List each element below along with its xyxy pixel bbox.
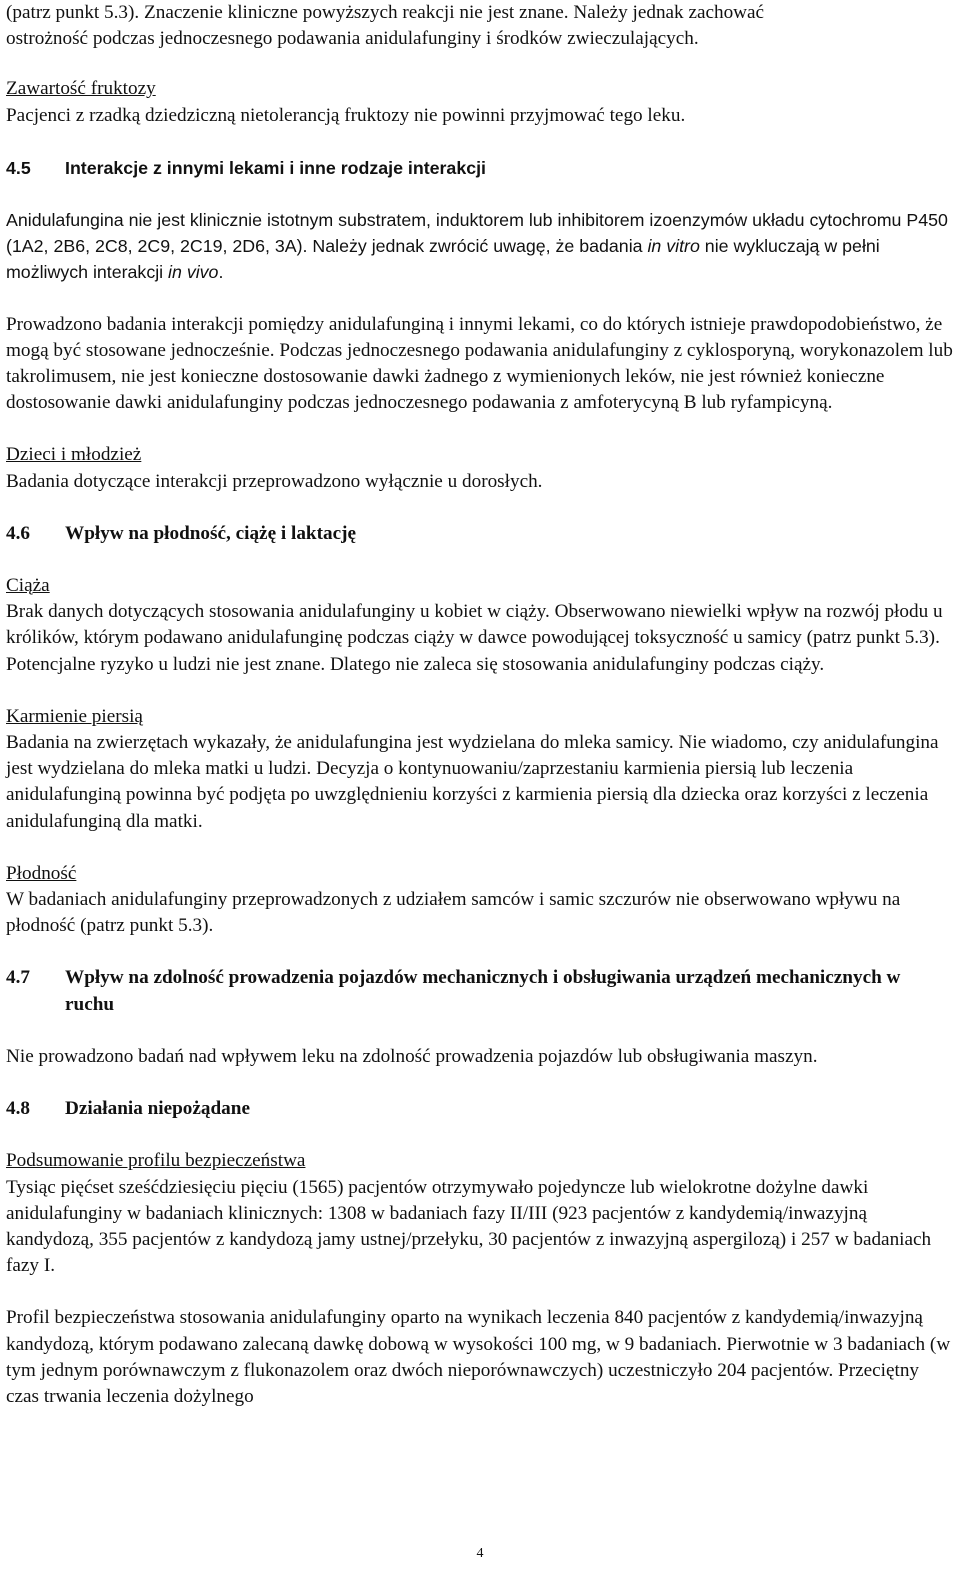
fertility-text: W badaniach anidulafunginy przeprowadzonych z udziałem samców i samic szczurów nie obserwowano wpływu na płodność (patrz punkt 5.3). <box>6 889 901 937</box>
section-4-6-heading <box>6 521 954 547</box>
fructose-paragraph <box>6 76 954 128</box>
breastfeeding-paragraph <box>6 704 954 835</box>
section-4-8-title: Działania niepożądane <box>65 1098 250 1120</box>
pregnancy-text: Brak danych dotyczących stosowania anidulafunginy u kobiet w ciąży. Obserwowano niewielki wpływ na rozwój płodu u królików, którym podawano anidulafunginę podczas ciąży w dawce powodującej toksyczność u samicy (patrz punkt 5.3). Potencjalne ryzyko u ludzi nie jest znane. Dlatego nie zaleca się stosowania anidulafunginy podczas ciąży. <box>6 601 943 675</box>
intro-line-1: (patrz punkt 5.3). Znaczenie kliniczne powyższych reakcji nie jest znane. Należy jednak zachować <box>6 2 765 23</box>
safety-summary-paragraph <box>6 1148 954 1279</box>
document-page <box>6 0 954 1410</box>
fertility-heading: Płodność <box>6 862 77 884</box>
section-4-8-number: 4.8 <box>6 1098 30 1120</box>
section-4-7-number: 4.7 <box>6 967 30 989</box>
children-paragraph <box>6 442 954 494</box>
children-heading: Dzieci i młodzież <box>6 444 142 466</box>
intro-paragraph <box>6 0 954 52</box>
section-4-7-title: Wpływ na zdolność prowadzenia pojazdów mechanicznych i obsługiwania urządzeń mechanicznych w ruchu <box>65 967 901 1015</box>
section-4-5-heading <box>6 155 954 181</box>
safety-summary-heading: Podsumowanie profilu bezpieczeństwa <box>6 1150 306 1172</box>
fructose-text: Pacjenci z rzadką dziedziczną nietolerancją fruktozy nie powinni przyjmować tego leku. <box>6 104 686 126</box>
in-vitro-term: in vitro <box>647 236 700 257</box>
driving-paragraph: Nie prowadzono badań nad wpływem leku na zdolność prowadzenia pojazdów lub obsługiwania maszyn. <box>6 1045 818 1067</box>
section-4-6-number: 4.6 <box>6 522 30 544</box>
in-vivo-term: in vivo <box>168 262 219 283</box>
section-4-6-title: Wpływ na płodność, ciążę i laktację <box>65 522 357 544</box>
fructose-heading: Zawartość fruktozy <box>6 78 156 100</box>
interactions-text-c: nie wykluczają w pełni możliwych interakcji <box>6 236 880 283</box>
section-4-7-heading <box>6 965 954 1017</box>
children-text: Badania dotyczące interakcji przeprowadzono wyłącznie u dorosłych. <box>6 470 543 492</box>
page-number: 4 <box>476 1546 484 1561</box>
breastfeeding-heading: Karmienie piersią <box>6 705 143 727</box>
breastfeeding-text: Badania na zwierzętach wykazały, że anidulafungina jest wydzielana do mleka samicy. Nie wiadomo, czy anidulafungina jest wydzielana do mleka matki u ludzi. Decyzja o kontynuowaniu/zaprzestaniu karmienia piersią lub leczenia anidulafunginą powinna być podjęta po uwzględnieniu korzyści z karmienia piersią dla dziecka oraz korzyści z leczenia anidulafunginą dla matki. <box>6 732 939 832</box>
section-4-5-number: 4.5 <box>6 157 31 178</box>
interactions-text-d: . <box>218 262 224 283</box>
pregnancy-paragraph <box>6 573 954 678</box>
interactions-text-a: Anidulafungina nie jest klinicznie istotnym substratem, induktorem lub inhibitorem izoenzymów układu cytochromu P450 (1A2, 2B6, 2C8, 2C9, 2C19, 2D6, 3A). <box>6 210 948 257</box>
intro-line-2: ostrożność podczas jednoczesnego podawania anidulafunginy i środków zwieczulających. <box>6 28 699 50</box>
interactions-paragraph-1 <box>6 207 954 286</box>
section-4-8-heading <box>6 1096 954 1122</box>
section-4-5-title: Interakcje z innymi lekami i inne rodzaje interakcji <box>65 157 486 178</box>
interactions-paragraph-2: Prowadzono badania interakcji pomiędzy anidulafunginą i innymi lekami, co do których istnieje prawdopodobieństwo, że mogą być stosowane jednocześnie. Podczas jednoczesnego podawania anidulafunginy z cyklosporyną, worykonazolem lub takrolimusem, nie jest konieczne dostosowanie dawki żadnego z wymienionych leków, nie jest również konieczne dostosowanie dawki anidulafunginy podczas jednoczesnego podawania z amfoterycyną B lub ryfampicyną. <box>6 313 953 414</box>
interactions-text-b: Należy jednak zwrócić uwagę, że badania <box>312 236 648 257</box>
safety-summary-text: Tysiąc pięćset sześćdziesięciu pięciu (1565) pacjentów otrzymywało pojedyncze lub wielokrotne dożylne dawki anidulafunginy w badaniach klinicznych: 1308 w badaniach fazy II/III (923 pacjentów z kandydemią/inwazyjną kandydozą, 355 pacjentów z kandydozą jamy ustnej/przełyku, 30 pacjentów z inwazyjną aspergilozą) i 257 w badaniach fazy I. <box>6 1176 932 1277</box>
fertility-paragraph <box>6 861 954 940</box>
safety-profile-paragraph: Profil bezpieczeństwa stosowania anidulafunginy oparto na wynikach leczenia 840 pacjentów z kandydemią/inwazyjną kandydozą, którym podawano zalecaną dawkę dobową w wysokości 100 mg, w 9 badaniach. Pierwotnie w 3 badaniach (w tym jednym porównawczym z flukonazolem oraz dwóch nieporównawczych) uczestniczyło 204 pacjentów. Przeciętny czas trwania leczenia dożylnego <box>6 1307 951 1407</box>
pregnancy-heading: Ciąża <box>6 575 50 597</box>
